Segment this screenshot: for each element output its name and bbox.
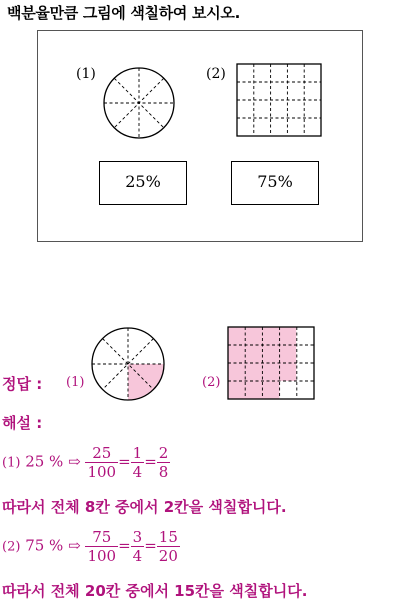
numerator: 3 [132,528,143,546]
numerator: 25 [85,444,118,463]
grid-figure-answer [227,326,315,400]
denominator: 100 [87,547,117,565]
explanation-sentence-1: 따라서 전체 8칸 중에서 2칸을 색칠합니다. [2,498,287,516]
line1-percent: 25 % [25,452,64,471]
answer-heading: 정답 : [2,375,43,393]
fraction-75-100 [85,528,118,565]
fraction-2-8 [157,444,171,481]
percent-box-25: 25% [99,161,187,205]
numerator: 75 [85,528,118,547]
fraction-3-4 [131,528,145,565]
line2-percent: 75 % [25,536,64,555]
denominator: 4 [132,463,143,481]
numerator: 15 [158,528,178,546]
answer-label-1: (1) [66,375,85,390]
answer-label-2: (2) [202,375,221,390]
equals-sign: = [144,536,157,555]
fraction-1-4 [131,444,145,481]
equals-sign: = [118,536,131,555]
denominator: 4 [132,547,143,565]
problem-label-1: (1) [76,66,96,82]
arrow-icon: ⇨ [68,536,81,555]
explanation-sentence-2: 따라서 전체 20칸 중에서 15칸을 색칠합니다. [2,582,308,600]
denominator: 100 [87,463,117,481]
line2-label: (2) [2,539,21,555]
grid-figure-blank [236,63,322,137]
explanation-heading: 해설 : [2,414,43,432]
arrow-icon: ⇨ [68,452,81,471]
denominator: 20 [158,547,178,565]
question-title: 백분율만큼 그림에 색칠하여 보시오. [7,4,241,22]
percent-box-75: 75% [231,161,319,205]
circle-figure-blank [102,66,176,140]
fraction-25-100 [85,444,118,481]
line1-label: (1) [2,455,21,471]
denominator: 8 [158,463,169,481]
numerator: 2 [158,444,169,462]
fraction-15-20 [157,528,180,565]
numerator: 1 [132,444,143,462]
problem-label-2: (2) [206,66,226,82]
equals-sign: = [118,452,131,471]
equals-sign: = [144,452,157,471]
circle-figure-answer [90,326,166,402]
explanation-line-1 [2,444,170,481]
explanation-line-2 [2,528,180,565]
